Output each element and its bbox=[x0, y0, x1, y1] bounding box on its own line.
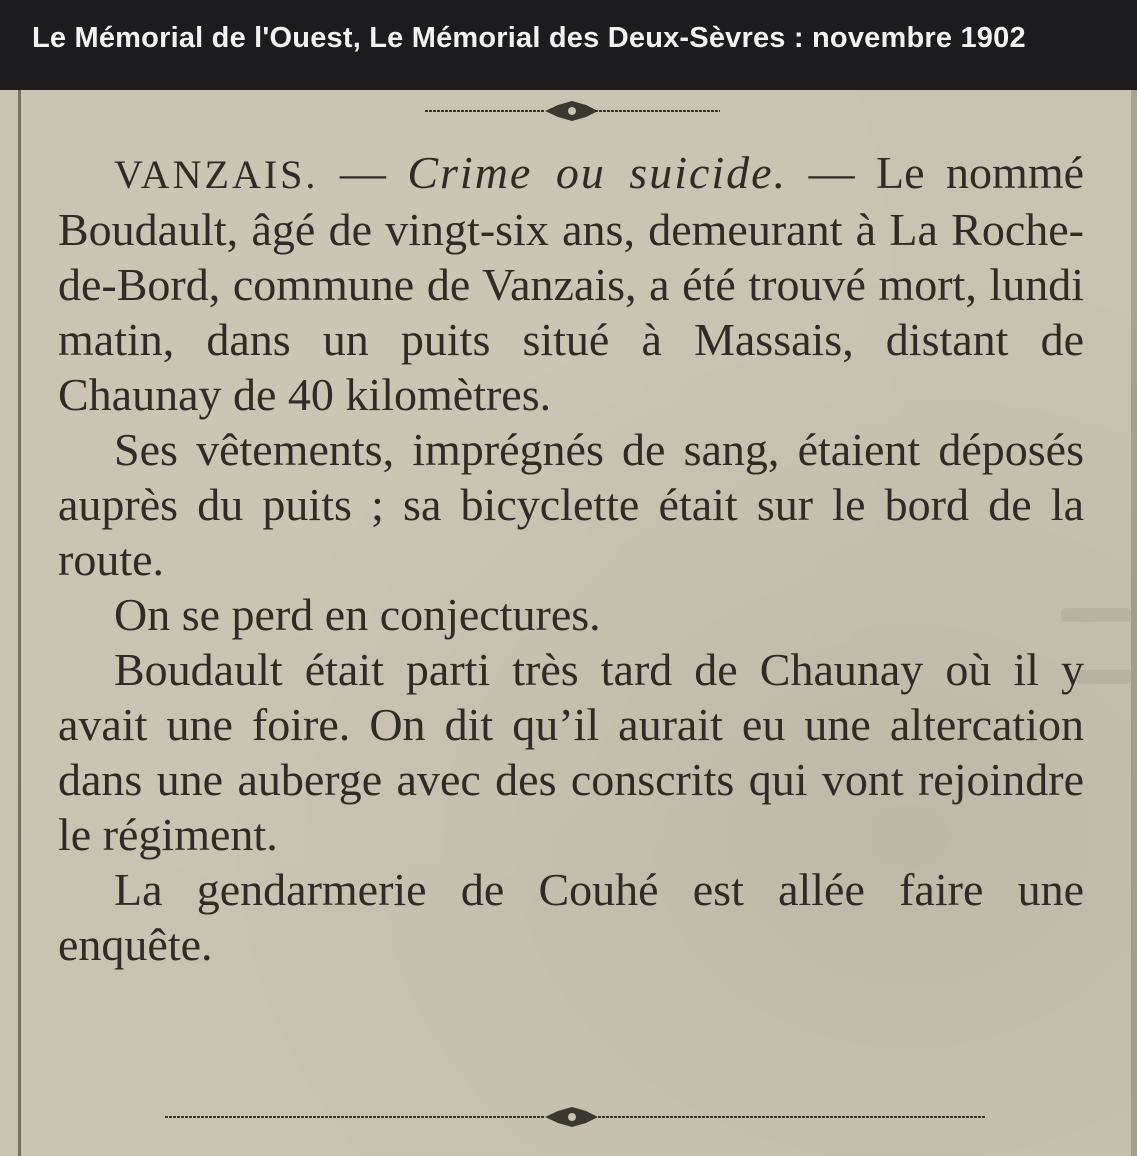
article-paragraph: On se perd en conjectures. bbox=[114, 589, 601, 640]
title-bar bbox=[0, 0, 1137, 90]
article-paragraph: Ses vêtements, imprégnés de sang, étaient déposés auprès du puits ; sa bicyclette était sur le bord de la route. bbox=[58, 424, 1084, 585]
article-place: VANZAIS. bbox=[114, 152, 319, 197]
ornament-divider-bottom bbox=[0, 1102, 1137, 1132]
document-title: Le Mémorial de l'Ouest, Le Mémorial des Deux-Sèvres : novembre 1902 bbox=[32, 21, 1026, 54]
adjacent-column-bleed bbox=[1076, 670, 1131, 684]
ornament-divider-top bbox=[0, 96, 1137, 126]
separator-dash: — bbox=[318, 147, 408, 198]
article-lead-text: Le nommé Boudault, âgé de vingt-six ans, demeurant à La Roche-de-Bord, commune de Vanzais, a été trouvé mort, lundi matin, dans un puits situé à Massais, distant de Chaunay de 40 kilomètres. bbox=[58, 147, 1085, 420]
newspaper-scan bbox=[0, 90, 1137, 1156]
article-lead-paragraph bbox=[58, 145, 1084, 422]
column-rule-right bbox=[1131, 90, 1137, 1156]
column-rule-left bbox=[18, 90, 21, 1156]
article bbox=[58, 145, 1084, 972]
article-headline: Crime ou suicide. bbox=[407, 147, 788, 198]
separator-dash: — bbox=[787, 147, 877, 198]
article-paragraph: Boudault était parti très tard de Chaunay où il y avait une foire. On dit qu’il aurait eu une altercation dans une auberge avec des conscrits qui vont rejoindre le régiment. bbox=[58, 644, 1084, 860]
article-paragraph: La gendarmerie de Couhé est allée faire une enquête. bbox=[58, 864, 1084, 970]
